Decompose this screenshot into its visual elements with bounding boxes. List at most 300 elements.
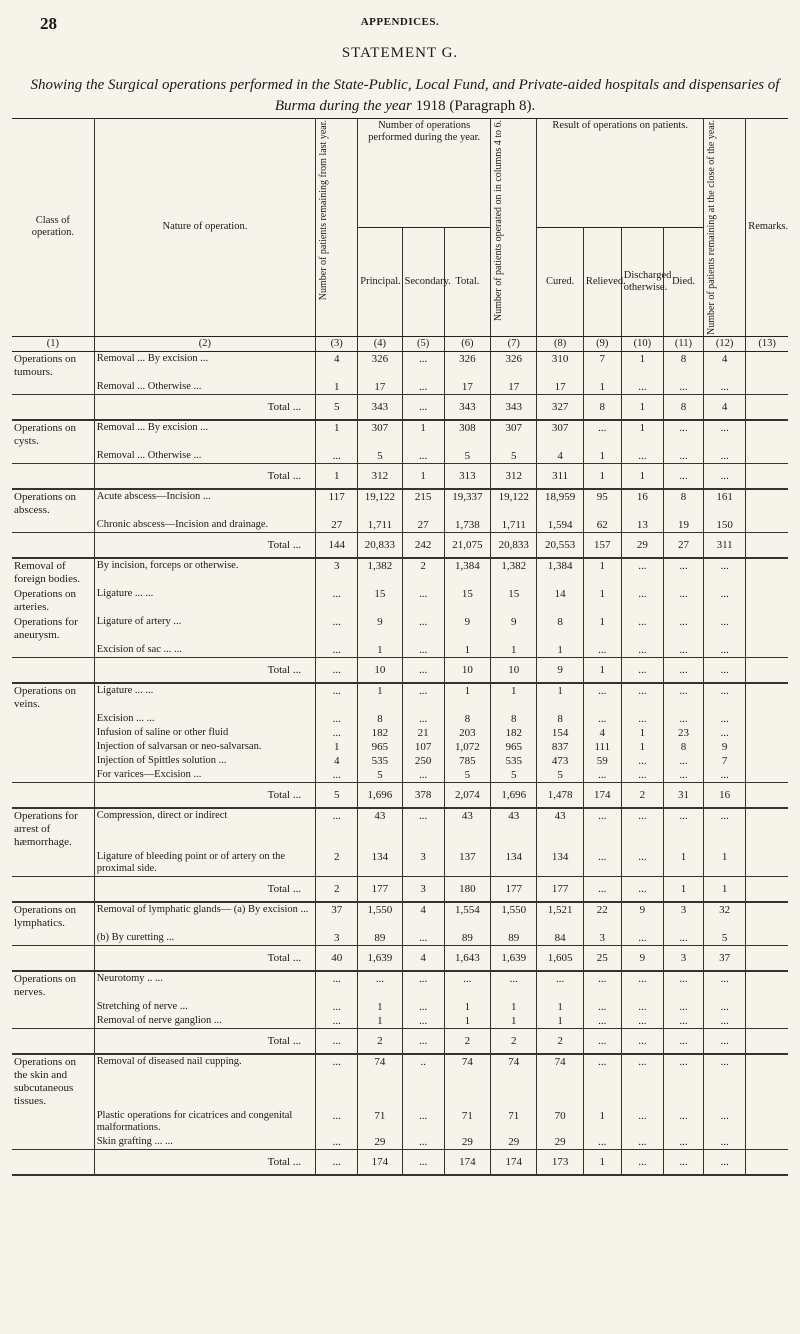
value-cell: ... [621, 1000, 663, 1014]
remarks-cell [746, 1149, 788, 1175]
remarks-cell [746, 380, 788, 395]
table-row [12, 971, 788, 1000]
value-cell: 37 [704, 945, 746, 971]
value-cell: 4 [704, 394, 746, 420]
total-label: Total ... [94, 782, 315, 808]
value-cell: 16 [621, 489, 663, 518]
value-cell: 1,384 [537, 558, 583, 587]
value-cell: ... [663, 1149, 703, 1175]
value-cell: 1,550 [491, 902, 537, 931]
value-cell: ... [663, 808, 703, 850]
total-label: Total ... [94, 1149, 315, 1175]
value-cell: 1 [444, 1000, 490, 1014]
value-cell: 17 [358, 380, 402, 395]
value-cell: 174 [491, 1149, 537, 1175]
value-cell: 89 [358, 931, 402, 946]
value-cell: 19 [663, 518, 703, 533]
value-cell: 1 [491, 683, 537, 712]
value-cell: ... [621, 1149, 663, 1175]
value-cell: ... [583, 1054, 621, 1109]
value-cell: 9 [621, 945, 663, 971]
table-row [12, 850, 788, 877]
nature-cell: For varices—Excision ... [94, 768, 315, 783]
value-cell: ... [704, 1109, 746, 1135]
value-cell: 1,384 [444, 558, 490, 587]
statement-subtitle [30, 75, 780, 117]
value-cell: 1,554 [444, 902, 490, 931]
value-cell: ... [583, 850, 621, 877]
table-row [12, 380, 788, 395]
value-cell: ... [402, 657, 444, 683]
value-cell: ... [316, 643, 358, 658]
remarks-cell [746, 558, 788, 587]
value-cell: 1 [491, 643, 537, 658]
value-cell: 174 [583, 782, 621, 808]
value-cell: 1,639 [491, 945, 537, 971]
class-cell [12, 1135, 94, 1150]
value-cell: 1 [316, 463, 358, 489]
nature-cell: Ligature ... ... [94, 587, 315, 615]
value-cell: 535 [491, 754, 537, 768]
table-row [12, 1054, 788, 1109]
value-cell: 1 [583, 1149, 621, 1175]
value-cell: 154 [537, 726, 583, 740]
value-cell: 29 [537, 1135, 583, 1150]
value-cell: 1 [704, 850, 746, 877]
value-cell: 311 [537, 463, 583, 489]
value-cell: 1 [663, 850, 703, 877]
column-number: (5) [402, 336, 444, 351]
value-cell: 1 [537, 1014, 583, 1029]
operations-table [12, 118, 788, 1176]
header-remaining-close: Number of patients remaining at the close of the year. [706, 120, 718, 335]
subtitle-italic: Showing the Surgical operations performed in the State-Public, Local Fund, and Private-aided hospitals and dispensaries of Burma during the year [30, 77, 780, 114]
value-cell: ... [663, 754, 703, 768]
value-cell: ... [663, 449, 703, 464]
table-row [12, 712, 788, 726]
total-row [12, 394, 788, 420]
value-cell: ... [316, 971, 358, 1000]
value-cell: 70 [537, 1109, 583, 1135]
value-cell: ... [704, 768, 746, 783]
cell-empty [12, 1028, 94, 1054]
class-cell [12, 712, 94, 726]
nature-cell: Acute abscess—Incision ... [94, 489, 315, 518]
value-cell: 7 [704, 754, 746, 768]
value-cell: 22 [583, 902, 621, 931]
remarks-cell [746, 1028, 788, 1054]
value-cell: 1,711 [358, 518, 402, 533]
value-cell: .. [402, 1054, 444, 1109]
total-label: Total ... [94, 463, 315, 489]
class-cell [12, 931, 94, 946]
value-cell: ... [663, 683, 703, 712]
nature-cell: By incision, forceps or otherwise. [94, 558, 315, 587]
value-cell: 1 [358, 1000, 402, 1014]
nature-cell: Injection of Spittles solution ... [94, 754, 315, 768]
value-cell: 242 [402, 532, 444, 558]
value-cell: ... [316, 1054, 358, 1109]
remarks-cell [746, 1135, 788, 1150]
value-cell: 43 [358, 808, 402, 850]
value-cell: 134 [358, 850, 402, 877]
remarks-cell [746, 876, 788, 902]
value-cell: 20,833 [358, 532, 402, 558]
value-cell: 4 [537, 449, 583, 464]
value-cell: ... [583, 712, 621, 726]
remarks-cell [746, 782, 788, 808]
column-number: (7) [491, 336, 537, 351]
value-cell: ... [621, 808, 663, 850]
value-cell: ... [316, 808, 358, 850]
value-cell: 29 [491, 1135, 537, 1150]
value-cell: 84 [537, 931, 583, 946]
value-cell: 43 [537, 808, 583, 850]
value-cell: ... [583, 643, 621, 658]
value-cell: ... [663, 1000, 703, 1014]
value-cell: 14 [537, 587, 583, 615]
value-cell: 31 [663, 782, 703, 808]
value-cell: ... [621, 449, 663, 464]
value-cell: 59 [583, 754, 621, 768]
value-cell: ... [316, 1014, 358, 1029]
table-row [12, 449, 788, 464]
value-cell: 1 [444, 1014, 490, 1029]
value-cell: 310 [537, 351, 583, 380]
value-cell: 180 [444, 876, 490, 902]
value-cell: 535 [358, 754, 402, 768]
value-cell: ... [316, 615, 358, 643]
value-cell: 2 [316, 850, 358, 877]
class-cell: Operations on veins. [14, 684, 77, 710]
value-cell: 8 [663, 394, 703, 420]
value-cell: 43 [444, 808, 490, 850]
value-cell: ... [537, 971, 583, 1000]
total-label: Total ... [94, 945, 315, 971]
value-cell: 150 [704, 518, 746, 533]
value-cell: 326 [358, 351, 402, 380]
total-label: Total ... [94, 657, 315, 683]
value-cell: 8 [358, 712, 402, 726]
remarks-cell [746, 615, 788, 643]
value-cell: 1 [444, 683, 490, 712]
value-cell: 1 [704, 876, 746, 902]
value-cell: ... [316, 712, 358, 726]
remarks-cell [746, 1014, 788, 1029]
column-number: (2) [94, 336, 315, 351]
value-cell: ... [402, 394, 444, 420]
value-cell: ... [704, 587, 746, 615]
value-cell: 1 [537, 643, 583, 658]
value-cell: 1 [621, 740, 663, 754]
value-cell: 343 [444, 394, 490, 420]
value-cell: ... [316, 1135, 358, 1150]
value-cell: ... [491, 971, 537, 1000]
class-cell: Removal of foreign bodies. [14, 559, 80, 585]
value-cell: ... [704, 643, 746, 658]
value-cell: ... [316, 768, 358, 783]
value-cell: 5 [444, 768, 490, 783]
remarks-cell [746, 532, 788, 558]
value-cell: ... [402, 1109, 444, 1135]
value-cell: ... [621, 657, 663, 683]
value-cell: ... [704, 380, 746, 395]
value-cell: ... [704, 1014, 746, 1029]
value-cell: 134 [537, 850, 583, 877]
value-cell: ... [704, 726, 746, 740]
table-row [12, 518, 788, 533]
value-cell: 313 [444, 463, 490, 489]
value-cell: 1 [316, 420, 358, 449]
value-cell: 157 [583, 532, 621, 558]
value-cell: 161 [704, 489, 746, 518]
value-cell: 9 [704, 740, 746, 754]
cell-empty [12, 876, 94, 902]
nature-cell: Plastic operations for cicatrices and congenital malformations. [94, 1109, 315, 1135]
value-cell: 311 [704, 532, 746, 558]
value-cell: 1 [583, 615, 621, 643]
value-cell: 1,643 [444, 945, 490, 971]
column-number: (1) [12, 336, 94, 351]
value-cell: 3 [663, 902, 703, 931]
value-cell: ... [663, 643, 703, 658]
table-row [12, 768, 788, 783]
value-cell: 8 [491, 712, 537, 726]
value-cell: ... [316, 1000, 358, 1014]
value-cell: 343 [491, 394, 537, 420]
nature-cell: Stretching of nerve ... [94, 1000, 315, 1014]
value-cell: ... [402, 1000, 444, 1014]
remarks-cell [746, 726, 788, 740]
value-cell: 1 [316, 380, 358, 395]
value-cell: 1,382 [358, 558, 402, 587]
value-cell: 307 [491, 420, 537, 449]
value-cell: 9 [537, 657, 583, 683]
class-cell [12, 1000, 94, 1014]
value-cell: 1 [583, 657, 621, 683]
value-cell: 10 [358, 657, 402, 683]
value-cell: ... [583, 971, 621, 1000]
table-row [12, 808, 788, 850]
value-cell: 174 [444, 1149, 490, 1175]
value-cell: ... [402, 1014, 444, 1029]
value-cell: 312 [358, 463, 402, 489]
header-principal: Principal. [358, 227, 402, 336]
column-number: (3) [316, 336, 358, 351]
table-row [12, 931, 788, 946]
value-cell: 1,605 [537, 945, 583, 971]
value-cell: 13 [621, 518, 663, 533]
value-cell: 1 [402, 463, 444, 489]
value-cell: 134 [491, 850, 537, 877]
class-cell: Operations on the skin and subcutaneous tissues. [14, 1055, 77, 1107]
class-cell [12, 643, 94, 658]
value-cell: ... [621, 643, 663, 658]
remarks-cell [746, 449, 788, 464]
column-number: (12) [704, 336, 746, 351]
cell-empty [12, 394, 94, 420]
value-cell: 1 [621, 351, 663, 380]
value-cell: 8 [663, 489, 703, 518]
total-row [12, 1149, 788, 1175]
value-cell: ... [316, 1028, 358, 1054]
value-cell: 5 [358, 449, 402, 464]
value-cell: 137 [444, 850, 490, 877]
value-cell: 71 [444, 1109, 490, 1135]
value-cell: 19,122 [491, 489, 537, 518]
value-cell: 5 [491, 768, 537, 783]
value-cell: 1 [663, 876, 703, 902]
page-number: 28 [40, 14, 57, 33]
value-cell: 74 [537, 1054, 583, 1109]
value-cell: 173 [537, 1149, 583, 1175]
statement-title: STATEMENT G. [341, 45, 459, 61]
table-row [12, 587, 788, 615]
value-cell: ... [621, 615, 663, 643]
value-cell: ... [621, 1028, 663, 1054]
value-cell: ... [583, 876, 621, 902]
value-cell: 326 [491, 351, 537, 380]
value-cell: 1,072 [444, 740, 490, 754]
nature-cell: Removal ... By excision ... [94, 420, 315, 449]
value-cell: 1,594 [537, 518, 583, 533]
remarks-cell [746, 850, 788, 877]
value-cell: ... [621, 683, 663, 712]
value-cell: 29 [358, 1135, 402, 1150]
value-cell: ... [663, 558, 703, 587]
value-cell: 837 [537, 740, 583, 754]
column-number: (13) [746, 336, 788, 351]
value-cell: 5 [444, 449, 490, 464]
value-cell: ... [621, 380, 663, 395]
value-cell: 27 [663, 532, 703, 558]
value-cell: 40 [316, 945, 358, 971]
value-cell: 182 [491, 726, 537, 740]
value-cell: ... [402, 971, 444, 1000]
table-row [12, 558, 788, 587]
table-row [12, 1000, 788, 1014]
value-cell: 307 [537, 420, 583, 449]
total-row [12, 876, 788, 902]
nature-cell: Removal of lymphatic glands— (a) By excision ... [94, 902, 315, 931]
value-cell: 95 [583, 489, 621, 518]
value-cell: ... [402, 449, 444, 464]
cell-empty [12, 657, 94, 683]
table-row [12, 754, 788, 768]
remarks-cell [746, 740, 788, 754]
remarks-cell [746, 1000, 788, 1014]
remarks-cell [746, 1109, 788, 1135]
value-cell: 62 [583, 518, 621, 533]
value-cell: ... [704, 1135, 746, 1150]
value-cell: 5 [358, 768, 402, 783]
value-cell: 4 [704, 351, 746, 380]
class-cell [12, 726, 94, 740]
value-cell: 2,074 [444, 782, 490, 808]
value-cell: 1 [621, 726, 663, 740]
remarks-cell [746, 931, 788, 946]
value-cell: 1 [491, 1000, 537, 1014]
value-cell: 1 [358, 643, 402, 658]
cell-empty [12, 782, 94, 808]
value-cell: 308 [444, 420, 490, 449]
value-cell: ... [704, 615, 746, 643]
value-cell: ... [583, 808, 621, 850]
value-cell: 3 [402, 876, 444, 902]
table-row [12, 420, 788, 449]
remarks-cell [746, 518, 788, 533]
value-cell: 1 [583, 558, 621, 587]
value-cell: 8 [537, 712, 583, 726]
nature-cell: Skin grafting ... ... [94, 1135, 315, 1150]
value-cell: ... [583, 1028, 621, 1054]
value-cell: ... [621, 1054, 663, 1109]
header-relieved: Relieved. [583, 227, 621, 336]
value-cell: 17 [491, 380, 537, 395]
value-cell: ... [583, 1135, 621, 1150]
remarks-cell [746, 351, 788, 380]
value-cell: ... [402, 712, 444, 726]
class-cell [12, 449, 94, 464]
value-cell: 27 [316, 518, 358, 533]
value-cell: 2 [621, 782, 663, 808]
value-cell: 177 [537, 876, 583, 902]
value-cell: 3 [402, 850, 444, 877]
value-cell: 1,738 [444, 518, 490, 533]
value-cell: 5 [316, 394, 358, 420]
remarks-cell [746, 808, 788, 850]
value-cell: 307 [358, 420, 402, 449]
value-cell: ... [621, 1014, 663, 1029]
class-cell [12, 1014, 94, 1029]
header-remaining: Number of patients remaining from last year. [318, 120, 330, 301]
value-cell: 1 [621, 394, 663, 420]
value-cell: 16 [704, 782, 746, 808]
value-cell: 182 [358, 726, 402, 740]
value-cell: 89 [444, 931, 490, 946]
class-cell: Operations for arrest of hæmorrhage. [14, 809, 78, 848]
total-row [12, 532, 788, 558]
table-row [12, 351, 788, 380]
value-cell: 32 [704, 902, 746, 931]
table-row [12, 902, 788, 931]
header-nature: Nature of operation. [94, 119, 315, 337]
value-cell: ... [663, 971, 703, 1000]
value-cell: ... [621, 850, 663, 877]
nature-cell: Removal ... Otherwise ... [94, 380, 315, 395]
value-cell: 3 [583, 931, 621, 946]
value-cell: 2 [491, 1028, 537, 1054]
value-cell: 4 [583, 726, 621, 740]
value-cell: 8 [537, 615, 583, 643]
class-cell [12, 740, 94, 754]
value-cell: 37 [316, 902, 358, 931]
value-cell: 312 [491, 463, 537, 489]
nature-cell: Ligature ... ... [94, 683, 315, 712]
value-cell: 144 [316, 532, 358, 558]
value-cell: ... [583, 683, 621, 712]
remarks-cell [746, 463, 788, 489]
class-cell [12, 1109, 94, 1135]
value-cell: 1 [583, 449, 621, 464]
value-cell: 1 [316, 740, 358, 754]
value-cell: ... [402, 351, 444, 380]
value-cell: 4 [316, 754, 358, 768]
value-cell: 177 [491, 876, 537, 902]
value-cell: 1 [583, 587, 621, 615]
value-cell: ... [663, 587, 703, 615]
value-cell: 326 [444, 351, 490, 380]
